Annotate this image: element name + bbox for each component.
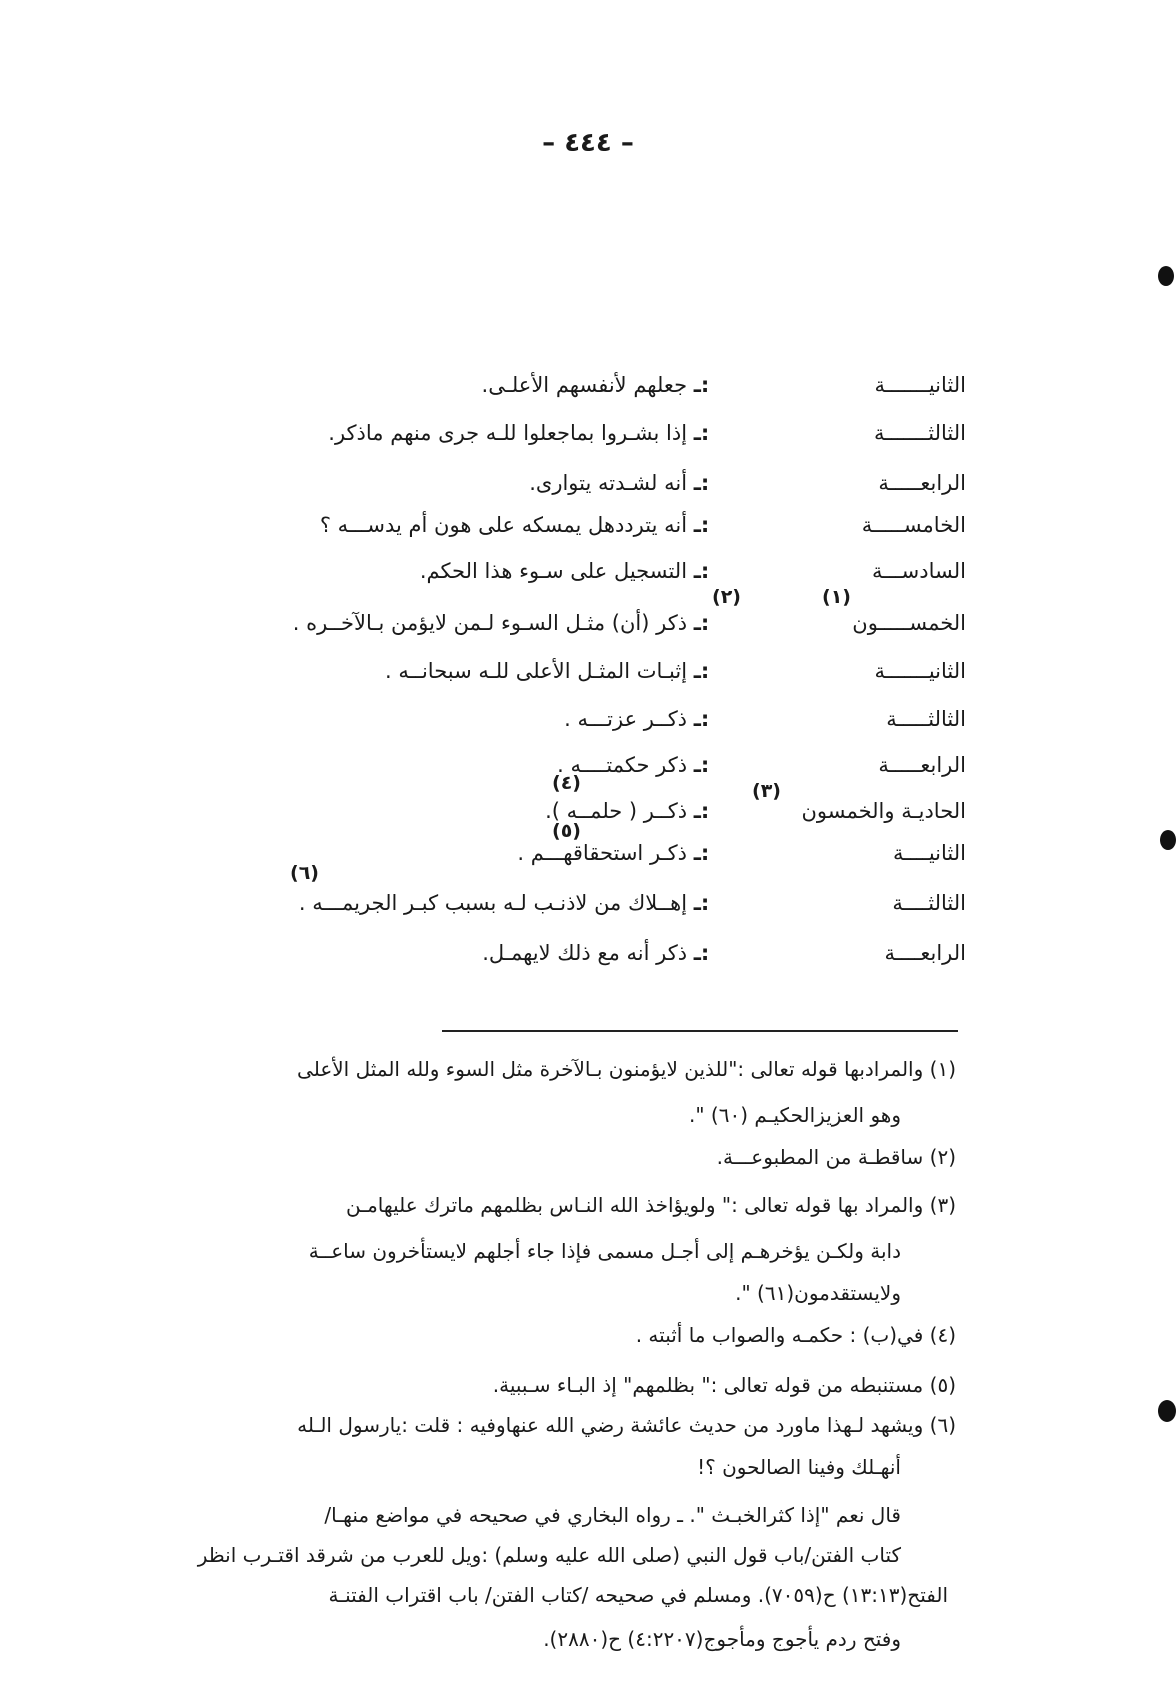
item-text: أنه يترددهل يمسكه على هون أم يدســـه ؟ <box>319 513 688 537</box>
footnote-line: (١) والمرادبها قوله تعالى :"للذين لايؤمنون بـالآخرة مثل السوء ولله المثل الأعلى <box>297 1057 956 1081</box>
list-item <box>385 656 966 686</box>
item-label: الرابعــــة <box>884 941 966 965</box>
footnote-line: (٢) ساقطـة من المطبوعـــة. <box>716 1145 956 1169</box>
scan-mark <box>1158 266 1174 286</box>
footnote-line: (٣) والمراد بها قوله تعالى :" ولويؤاخذ الله النـاس بظلمهم ماترك عليهامـن <box>346 1193 956 1217</box>
footnote-ref-2: (٢) <box>712 586 741 608</box>
item-label: الثالثـــــة <box>886 707 966 731</box>
footnote-line: قال نعم "إذا كثرالخبـث ". ـ رواه البخاري في صحيحه في مواضع منهـا/ <box>324 1503 901 1527</box>
list-item <box>293 608 966 638</box>
list-item <box>529 468 966 498</box>
item-label: الرابعـــــة <box>878 471 966 495</box>
item-text: ذكــر ( حلمــه ). <box>545 799 688 823</box>
item-text: ذكر حكمتــــه . <box>557 753 688 777</box>
item-separator: :ـ <box>693 373 710 397</box>
footnote-line: كتاب الفتن/باب قول النبي (صلى الله عليه وسلم) :ويل للعرب من شرقد اقتـرب انظر <box>197 1543 901 1567</box>
footnote-line: الفتح(١٣:١٣) ح(٧٠٥٩). ومسلم في صحيحه /كتاب الفتن/ باب اقتراب الفتنـة <box>328 1583 948 1607</box>
item-separator: :ـ <box>693 471 710 495</box>
footnote-line: (٦) ويشهد لـهذا ماورد من حديث عائشة رضي الله عنهاوفيه : قلت :يارسول الـله <box>297 1413 956 1437</box>
item-separator: :ـ <box>693 841 710 865</box>
item-text: ذكــر عزتـــه . <box>564 707 688 731</box>
footnote-line: وفتح ردم يأجوج ومأجوج(٤:٢٢٠٧) ح(٢٨٨٠). <box>543 1627 901 1651</box>
page-number: – ٤٤٤ – <box>542 128 634 158</box>
item-separator: :ـ <box>693 421 710 445</box>
item-separator: :ـ <box>693 799 710 823</box>
footnote-ref-4: (٤) <box>552 772 581 794</box>
item-text: إثبـات المثـل الأعلى للـه سبحانــه . <box>385 659 688 683</box>
item-label: الخامســـــة <box>861 513 966 537</box>
item-text: ذكـر استحقاقهـــم . <box>517 841 688 865</box>
item-label: الحاديـة والخمسون <box>801 799 966 823</box>
list-item <box>420 556 966 586</box>
item-text: ذكر أنه مع ذلك لايهمـل. <box>482 941 688 965</box>
item-separator: :ـ <box>693 707 710 731</box>
footnote-line: وهو العزيزالحكيـم (٦٠) ". <box>688 1103 901 1127</box>
footnote-ref-6: (٦) <box>290 862 319 884</box>
list-item <box>482 370 966 400</box>
list-item <box>557 750 966 780</box>
footnote-ref-3: (٣) <box>752 780 781 802</box>
list-item <box>564 704 966 734</box>
item-label: الرابعـــــة <box>878 753 966 777</box>
footnote-line: (٤) في(ب) : حكمـه والصواب ما أثبته . <box>635 1323 956 1347</box>
footnote-ref-1: (١) <box>822 586 851 608</box>
item-text: إذا بشـروا بماجعلوا للـه جرى منهم ماذكر. <box>328 421 688 445</box>
item-separator: :ـ <box>693 513 710 537</box>
item-separator: :ـ <box>693 753 710 777</box>
item-separator: :ـ <box>693 611 710 635</box>
list-item <box>482 938 966 968</box>
footnote-separator <box>442 1030 958 1032</box>
item-text: أنه لشـدته يتوارى. <box>529 471 688 495</box>
item-separator: :ـ <box>693 941 710 965</box>
list-item <box>517 838 966 868</box>
item-label: الثانيــــة <box>892 841 966 865</box>
item-label: الثالثــــة <box>892 891 966 915</box>
list-item <box>328 418 966 448</box>
item-separator: :ـ <box>693 891 710 915</box>
item-label: الخمســـــون <box>852 611 966 635</box>
item-label: السادســـة <box>871 559 966 583</box>
footnote-line: (٥) مستنبطه من قوله تعالى :" بظلمهم" إذ البـاء سـببية. <box>492 1373 956 1397</box>
item-label: الثانيـــــــة <box>874 659 966 683</box>
item-text: التسجيل على سـوء هذا الحكم. <box>419 559 688 583</box>
list-item <box>299 888 966 918</box>
item-text: ذكر (أن) مثـل السـوء لـمن لايؤمن بـالآخــره . <box>292 611 688 635</box>
footnote-line: أنهـلك وفينا الصالحون ؟! <box>697 1455 901 1479</box>
scan-mark <box>1158 1400 1176 1422</box>
item-separator: :ـ <box>693 659 710 683</box>
footnote-line: دابة ولكـن يؤخرهـم إلى أجـل مسمى فإذا جاء أجلهم لايستأخرون ساعــة <box>308 1239 901 1263</box>
item-label: الثالثـــــــة <box>873 421 966 445</box>
item-label: الثانيـــــــة <box>874 373 966 397</box>
list-item <box>320 510 966 540</box>
item-text: إهــلاك من لاذنـب لـه بسبب كبـر الجريمـــه . <box>298 891 688 915</box>
item-text: جعلهم لأنفسهم الأعلـى. <box>481 373 688 397</box>
footnote-ref-5: (٥) <box>552 820 581 842</box>
footnote-line: ولايستقدمون(٦١) ". <box>735 1281 901 1305</box>
scan-mark <box>1160 830 1176 850</box>
item-separator: :ـ <box>693 559 710 583</box>
